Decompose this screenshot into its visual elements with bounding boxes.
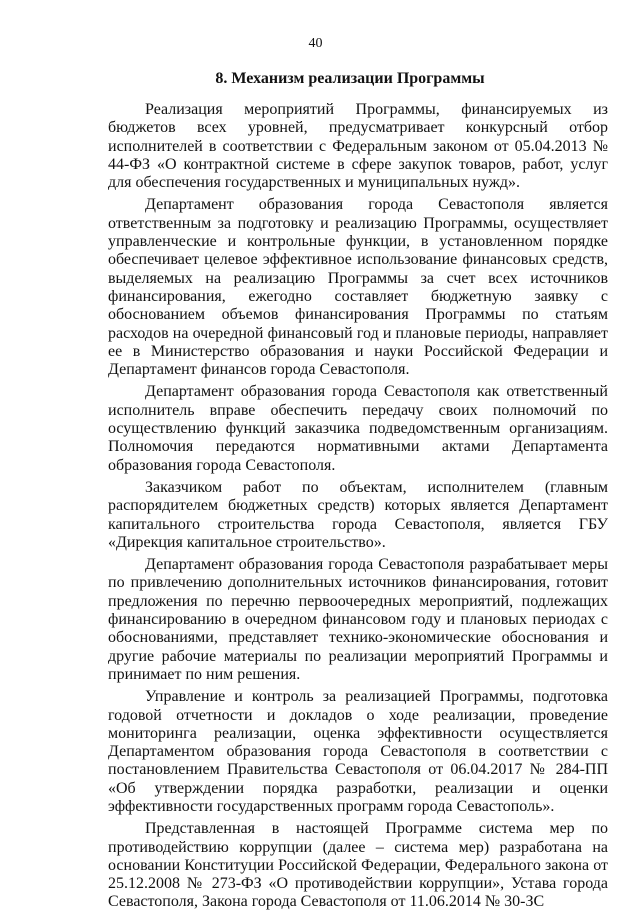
page-number: 40 — [308, 36, 323, 51]
document-body — [108, 101, 608, 916]
paragraph: Департамент образования города Севастополя разрабатывает меры по привлечению дополнительных источников финансирования, готовит предложения по перечню первоочередных мероприятий, подлежащих финансированию в очередном финансовом году и плановых периодах с обоснованиями, представляет технико-экономические обоснования и другие рабочие материалы по реализации мероприятий Программы и принимает по ним решения. — [108, 556, 608, 683]
paragraph: Заказчиком работ по объектам, исполнителем (главным распорядителем бюджетных средств) которых является Департамент капитального строительства города Севастополя, является ГБУ «Дирекция капитальное строительство». — [108, 478, 608, 551]
paragraph: Представленная в настоящей Программе система мер по противодействию коррупции (далее – система мер) разработана на основании Конституции Российской Федерации, Федерального закона от 25.12.2008 № 273-ФЗ «О противодействии коррупции», Устава города Севастополя, Закона города Севастополя от 11.06.2014 № 30-ЗС — [108, 820, 608, 911]
paragraph: Управление и контроль за реализацией Программы, подготовка годовой отчетности и докладов о ходе реализации, проведение мониторинга реализации, оценка эффективности осуществляется Департаментом образования города Севастополя в соответствии с постановлением Правительства Севастополя от 06.04.2017 № 284-ПП «Об утверждении порядка разработки, реализации и оценки эффективности государственных программ города Севастополь». — [108, 688, 608, 815]
paragraph: Департамент образования города Севастополя является ответственным за подготовку и реализацию Программы, осуществляет управленческие и контрольные функции, в установленном порядке обеспечивает целевое эффективное использование финансовых средств, выделяемых на реализацию Программы за счет всех источников финансирования, ежегодно составляет бюджетную заявку с обоснованием объемов финансирования Программы по статьям расходов на очередной финансовый год и плановые периоды, направляет ее в Министерство образования и науки Российской Федерации и Департамент финансов города Севастополя. — [108, 196, 608, 379]
paragraph: Департамент образования города Севастополя как ответственный исполнитель вправе обеспечить передачу своих полномочий по осуществлению функций заказчика подведомственным организациям. Полномочия передаются нормативными актами Департамента образования города Севастополя. — [108, 383, 608, 474]
paragraph: Реализация мероприятий Программы, финансируемых из бюджетов всех уровней, предусматривает конкурсный отбор исполнителей в соответствии с Федеральным законом от 05.04.2013 № 44-ФЗ «О контрактной системе в сфере закупок товаров, работ, услуг для обеспечения государственных и муниципальных нужд». — [108, 101, 608, 192]
section-title: 8. Механизм реализации Программы — [215, 70, 485, 87]
